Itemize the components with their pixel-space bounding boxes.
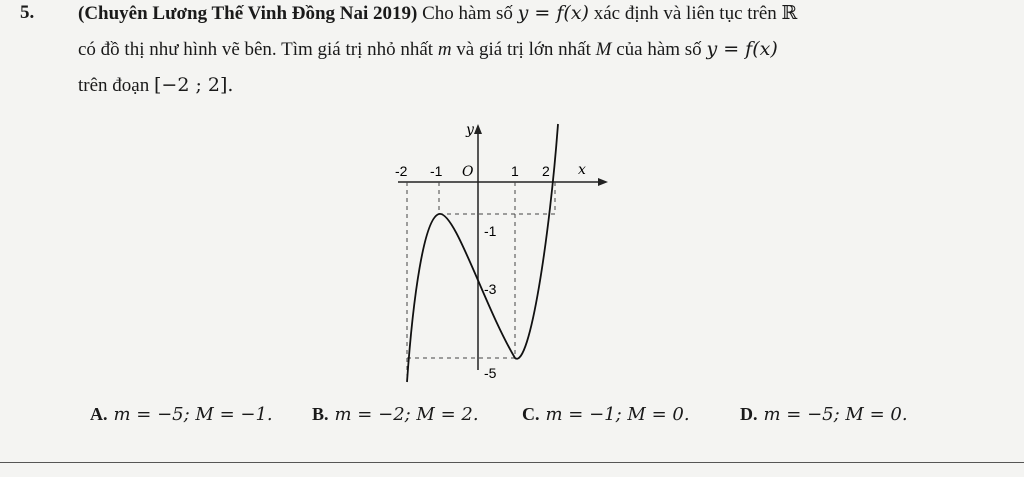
x-axis-label: x: [578, 162, 586, 178]
dashed-guides: [407, 182, 555, 382]
function-graph: [380, 112, 610, 394]
answer-text: m = −5; M = 0.: [763, 404, 908, 425]
y-tick-label: -3: [484, 281, 497, 297]
x-tick-label: -1: [430, 163, 443, 179]
answer-option-a[interactable]: [90, 404, 273, 425]
question-line-3: [78, 74, 233, 97]
question-text-1-tail: xác định và liên tục trên ℝ: [593, 3, 798, 24]
question-text-2b: và giá trị lớn nhất: [456, 39, 591, 60]
interval: [−2 ; 2].: [153, 74, 234, 96]
divider: [0, 462, 1024, 463]
question-text-2a: có đồ thị như hình vẽ bên. Tìm giá trị nhỏ nhất: [78, 39, 434, 60]
x-tick-label: 2: [542, 163, 550, 179]
x-tick-label: 1: [511, 163, 519, 179]
question-text-2c: của hàm số: [616, 39, 702, 60]
y-tick-label: -5: [484, 365, 497, 381]
min-symbol: m: [437, 39, 452, 60]
answer-text: m = −2; M = 2.: [334, 404, 479, 425]
question-source: (Chuyên Lương Thế Vinh Đồng Nai 2019): [78, 3, 418, 24]
max-symbol: M: [595, 39, 612, 60]
question-text-1: Cho hàm số: [422, 3, 513, 24]
y-tick-label: -1: [484, 223, 497, 239]
answer-text: m = −1; M = 0.: [545, 404, 690, 425]
answer-label: C.: [522, 404, 540, 424]
function-notation-2: y = f(x): [706, 38, 778, 60]
answer-label: B.: [312, 404, 329, 424]
question-line-2: [78, 38, 778, 61]
question-text-3: trên đoạn: [78, 75, 150, 96]
question-line-1: [78, 2, 797, 25]
answer-label: A.: [90, 404, 108, 424]
y-axis-arrow-icon: [474, 124, 482, 134]
answer-text: m = −5; M = −1.: [113, 404, 273, 425]
origin-label: O: [462, 164, 474, 180]
answer-option-c[interactable]: [522, 404, 690, 425]
answer-option-b[interactable]: [312, 404, 479, 425]
answer-label: D.: [740, 404, 758, 424]
x-axis-arrow-icon: [598, 178, 608, 186]
function-notation: y = f(x): [517, 2, 589, 24]
answer-option-d[interactable]: [740, 404, 908, 425]
question-number: 5.: [20, 2, 35, 23]
x-tick-label: -2: [395, 163, 408, 179]
y-axis-label: y: [466, 122, 474, 138]
